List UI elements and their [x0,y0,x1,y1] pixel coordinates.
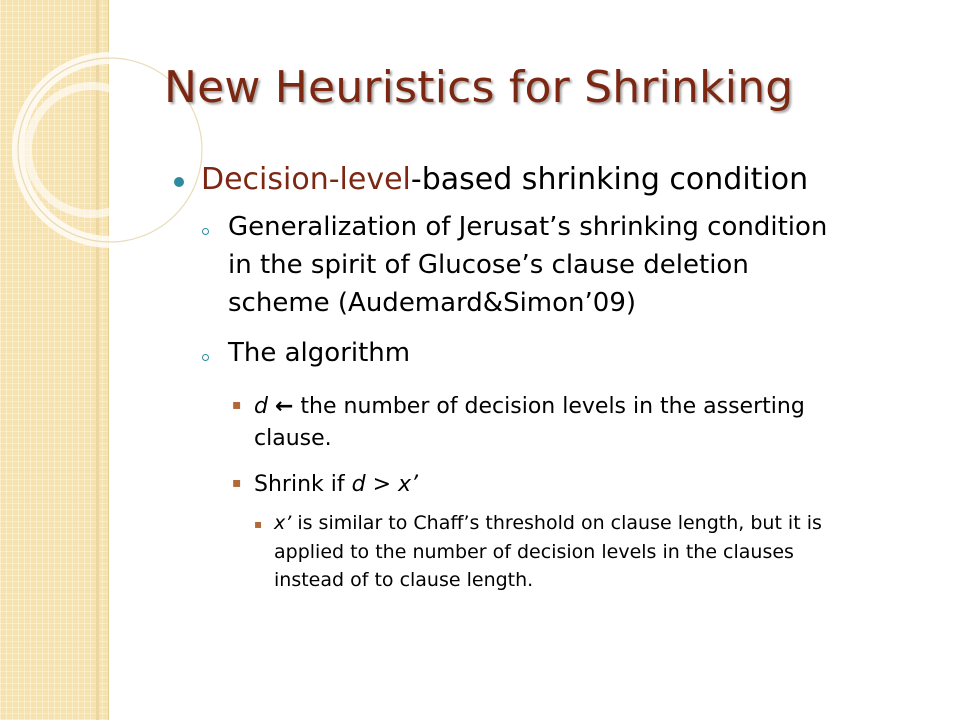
bullet-level2-line: scheme (Audemard&Simon’09) [228,288,637,318]
var-x-prime: x’ [274,512,292,534]
bullet-level2-line: Generalization of Jerusat’s shrinking condition [228,212,828,242]
sub-sub-bullet-icon: ▪ [232,397,242,413]
sub-bullet-ring-icon [202,354,209,361]
bullet-level3-line: clause. [254,426,332,451]
bullet-accent-text: Decision-level [201,162,411,197]
left-arrow-icon: ← [274,394,294,419]
bullet-level1 [201,162,808,197]
bullet-level3-line [254,394,805,419]
var-x-prime: x’ [398,472,419,497]
bullet-dot-icon [174,177,184,187]
bullet-text: -based shrinking condition [410,162,809,197]
sub-sub-sub-bullet-icon: ▪ [254,517,263,531]
operator: > [372,472,392,497]
bullet-text: Shrink if [254,472,345,497]
sub-bullet-ring-icon [202,228,209,235]
bullet-level2-algorithm: The algorithm [228,338,411,368]
bullet-level4-line: applied to the number of decision levels in the clauses [274,541,794,563]
bullet-level4-line [274,512,822,534]
sub-sub-bullet-icon: ▪ [232,475,242,491]
var-d: d [351,472,366,497]
var-d: d [254,394,268,419]
bullet-level4-line: instead of to clause length. [274,569,534,591]
bullet-text: the number of decision levels in the asserting [300,394,805,419]
bullet-level3-shrink [254,472,418,497]
slide-title: New Heuristics for Shrinking [164,62,794,113]
bullet-level2-line: in the spirit of Glucose’s clause deletion [228,250,749,280]
bullet-text: is similar to Chaff’s threshold on clause length, but it is [297,512,822,534]
